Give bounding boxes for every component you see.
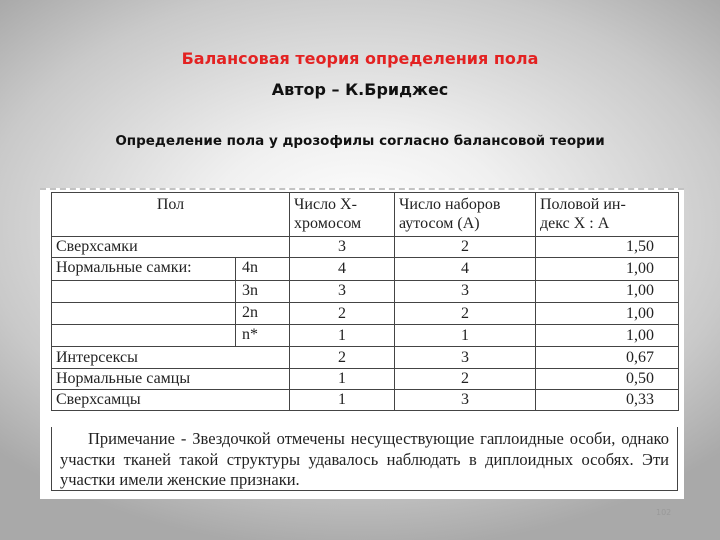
cell-index: 1,00 (536, 280, 679, 302)
header-sex-index: Половой ин- декс X : А (536, 193, 679, 237)
page-number: 102 (656, 508, 672, 517)
cell-a: 3 (395, 347, 536, 368)
header-sex: Пол (52, 193, 290, 237)
ploidy-label: 2n (235, 303, 289, 324)
cell-index: 1,00 (536, 325, 679, 347)
cell-sex (52, 280, 290, 302)
sex-label (52, 281, 235, 302)
table-row (52, 347, 679, 368)
cell-index: 0,33 (536, 390, 679, 411)
cell-a: 2 (395, 302, 536, 324)
cell-index: 0,67 (536, 347, 679, 368)
table-row (52, 390, 679, 411)
cell-sex: Сверхсамки (52, 237, 290, 258)
sex-label (52, 325, 235, 346)
table-row (52, 280, 679, 302)
table-row (52, 302, 679, 324)
table-row (52, 258, 679, 280)
cell-x: 3 (290, 237, 395, 258)
cell-a: 1 (395, 325, 536, 347)
cell-a: 2 (395, 368, 536, 389)
cell-index: 0,50 (536, 368, 679, 389)
table-header-row (52, 193, 679, 237)
cell-x: 1 (290, 390, 395, 411)
header-x-chromosomes: Число X- хромосом (290, 193, 395, 237)
cell-sex: Интерсексы (52, 347, 290, 368)
slide-title: Балансовая теория определения пола (181, 49, 539, 68)
cell-x: 2 (290, 302, 395, 324)
cell-a: 3 (395, 390, 536, 411)
cell-index: 1,00 (536, 258, 679, 280)
ploidy-label: n* (235, 325, 289, 346)
ploidy-label: 4n (235, 258, 289, 279)
cell-index: 1,50 (536, 237, 679, 258)
scanned-table-image (40, 188, 684, 499)
ploidy-label: 3n (235, 281, 289, 302)
table-caption: Определение пола у дрозофилы согласно балансовой теории (115, 133, 605, 149)
header-autosome-sets: Число наборов аутосом (А) (395, 193, 536, 237)
sex-label: Нормальные самки: (56, 259, 192, 277)
table-row (52, 325, 679, 347)
cell-x: 1 (290, 368, 395, 389)
cell-sex (52, 302, 290, 324)
cell-sex: Сверхсамцы (52, 390, 290, 411)
cell-x: 1 (290, 325, 395, 347)
cell-x: 4 (290, 258, 395, 280)
table-row (52, 237, 679, 258)
cell-x: 3 (290, 280, 395, 302)
cell-sex: Нормальные самцы (52, 368, 290, 389)
cell-a: 4 (395, 258, 536, 280)
cell-a: 3 (395, 280, 536, 302)
table-row (52, 368, 679, 389)
sex-determination-table (51, 192, 679, 411)
author-line: Автор – К.Бриджес (271, 80, 449, 99)
cell-a: 2 (395, 237, 536, 258)
sex-label (52, 303, 235, 324)
cell-sex (52, 325, 290, 347)
cell-index: 1,00 (536, 302, 679, 324)
cell-sex (52, 258, 290, 280)
cell-x: 2 (290, 347, 395, 368)
table-footnote: Примечание - Звездочкой отмечены несуществующие гаплоидные особи, однако участки тканей такой структуры удавалось наблюдать в диплоидных особях. Эти участки имели женские признаки. (51, 427, 678, 491)
